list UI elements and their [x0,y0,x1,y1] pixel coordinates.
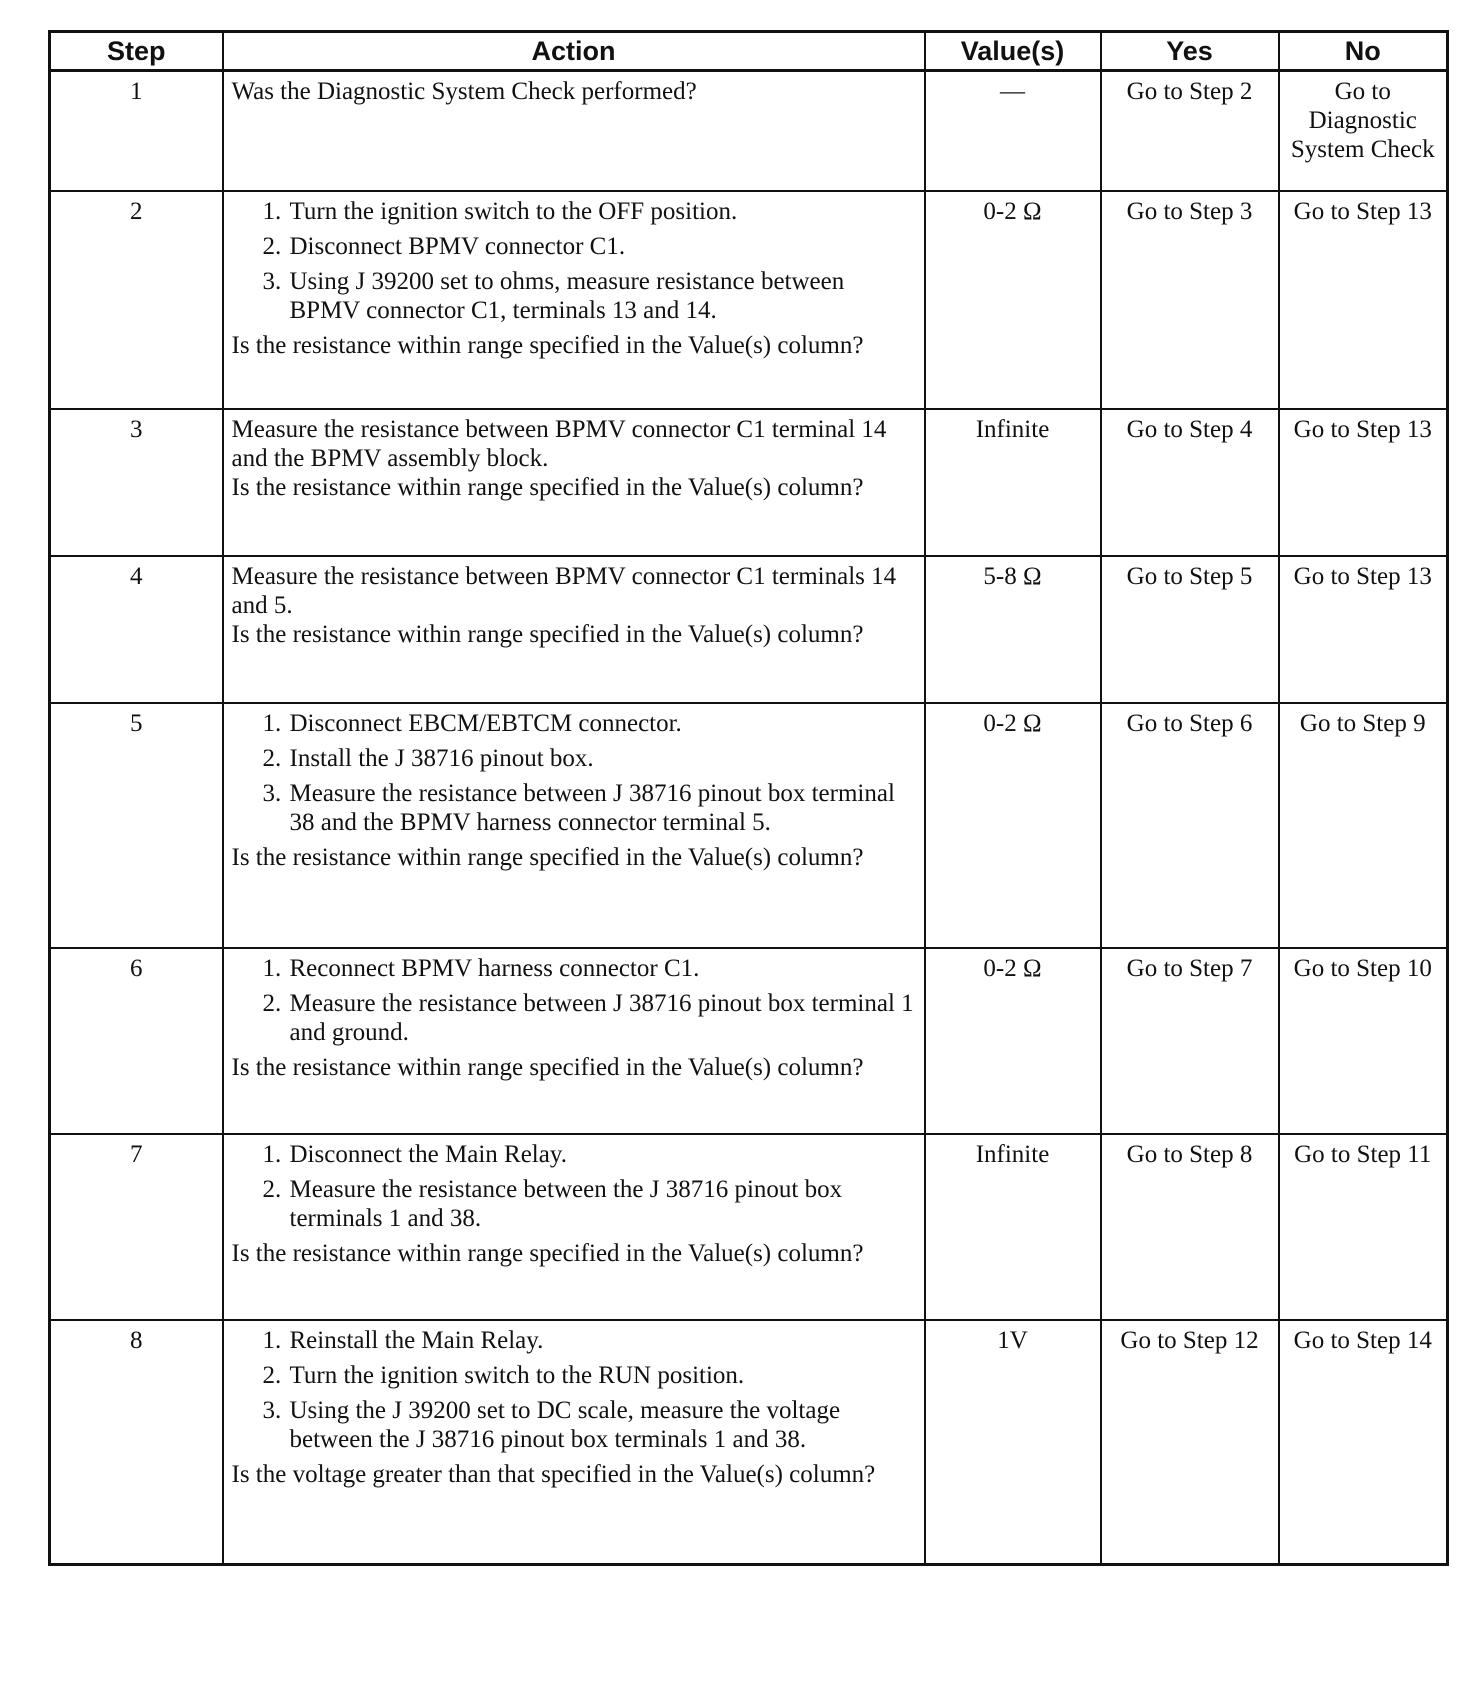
action-cell [223,556,925,703]
action-steps [232,1140,916,1233]
action-step-item: 1. Disconnect the Main Relay. [288,1140,916,1169]
step-number: 2 [50,191,223,409]
action-cell [223,409,925,556]
value-cell: Infinite [925,409,1101,556]
action-steps [232,197,916,325]
step-number: 7 [50,1134,223,1320]
action-step-item: 3. Measure the resistance between J 38716 pinout box terminal 38 and the BPMV harness connector terminal 5. [288,779,916,837]
diagnostic-table [48,30,1449,1566]
yes-cell: Go to Step 2 [1101,71,1279,191]
action-step-item: 1. Reinstall the Main Relay. [288,1326,916,1355]
header-value: Value(s) [925,32,1101,71]
action-step-item: 2. Disconnect BPMV connector C1. [288,232,916,261]
yes-cell: Go to Step 6 [1101,703,1279,948]
value-cell: 0-2 Ω [925,191,1101,409]
action-question: Is the resistance within range specified in the Value(s) column? [231,1239,864,1267]
table-row [50,71,1448,191]
action-cell [223,1320,925,1565]
table-row [50,948,1448,1134]
yes-cell: Go to Step 7 [1101,948,1279,1134]
action-step-item: 2. Measure the resistance between the J 38716 pinout box terminals 1 and 38. [288,1175,916,1233]
action-step-item: 1. Disconnect EBCM/EBTCM connector. [288,709,916,738]
no-cell: Go to Step 11 [1279,1134,1448,1320]
action-cell [223,1134,925,1320]
action-steps [232,1326,916,1454]
yes-cell: Go to Step 5 [1101,556,1279,703]
action-step-item: 1. Turn the ignition switch to the OFF position. [288,197,916,226]
value-cell: Infinite [925,1134,1101,1320]
action-question: Is the resistance within range specified in the Value(s) column? [231,1053,864,1081]
table-row [50,703,1448,948]
action-steps [232,954,916,1047]
step-number: 6 [50,948,223,1134]
value-cell: — [925,71,1101,191]
header-yes: Yes [1101,32,1279,71]
action-step-item: 2. Turn the ignition switch to the RUN position. [288,1361,916,1390]
step-number: 1 [50,71,223,191]
action-step-item: 3. Using J 39200 set to ohms, measure resistance between BPMV connector C1, terminals 13 and 14. [288,267,916,325]
action-cell [223,191,925,409]
value-cell: 1V [925,1320,1101,1565]
action-steps [232,709,916,837]
no-cell: Go to Step 13 [1279,556,1448,703]
action-text: Measure the resistance between BPMV connector C1 terminals 14 and 5. [231,562,897,619]
action-step-item: 3. Using the J 39200 set to DC scale, measure the voltage between the J 38716 pinout box terminals 1 and 38. [288,1396,916,1454]
action-question: Is the resistance within range specified in the Value(s) column? [231,620,864,648]
table-row [50,1134,1448,1320]
action-cell [223,71,925,191]
no-cell: Go to Diagnostic System Check [1279,71,1448,191]
no-cell: Go to Step 13 [1279,409,1448,556]
header-no: No [1279,32,1448,71]
no-cell: Go to Step 9 [1279,703,1448,948]
action-step-item: 2. Measure the resistance between J 38716 pinout box terminal 1 and ground. [288,989,916,1047]
action-question: Is the resistance within range specified in the Value(s) column? [231,331,864,359]
action-question: Is the resistance within range specified in the Value(s) column? [231,473,864,501]
step-number: 4 [50,556,223,703]
table-row [50,409,1448,556]
value-cell: 0-2 Ω [925,703,1101,948]
header-action: Action [223,32,925,71]
table-row [50,1320,1448,1565]
no-cell: Go to Step 14 [1279,1320,1448,1565]
step-number: 5 [50,703,223,948]
yes-cell: Go to Step 3 [1101,191,1279,409]
action-question: Is the resistance within range specified in the Value(s) column? [231,843,864,871]
header-row [50,32,1448,71]
table-row [50,191,1448,409]
action-text: Was the Diagnostic System Check performed? [231,78,697,105]
no-cell: Go to Step 10 [1279,948,1448,1134]
yes-cell: Go to Step 4 [1101,409,1279,556]
action-cell [223,948,925,1134]
yes-cell: Go to Step 12 [1101,1320,1279,1565]
action-cell [223,703,925,948]
yes-cell: Go to Step 8 [1101,1134,1279,1320]
action-step-item: 2. Install the J 38716 pinout box. [288,744,916,773]
no-cell: Go to Step 13 [1279,191,1448,409]
header-step: Step [50,32,223,71]
action-question: Is the voltage greater than that specified in the Value(s) column? [231,1460,876,1488]
value-cell: 5-8 Ω [925,556,1101,703]
value-cell: 0-2 Ω [925,948,1101,1134]
table-row [50,556,1448,703]
step-number: 3 [50,409,223,556]
step-number: 8 [50,1320,223,1565]
action-step-item: 1. Reconnect BPMV harness connector C1. [288,954,916,983]
action-text: Measure the resistance between BPMV connector C1 terminal 14 and the BPMV assembly block. [231,415,887,472]
